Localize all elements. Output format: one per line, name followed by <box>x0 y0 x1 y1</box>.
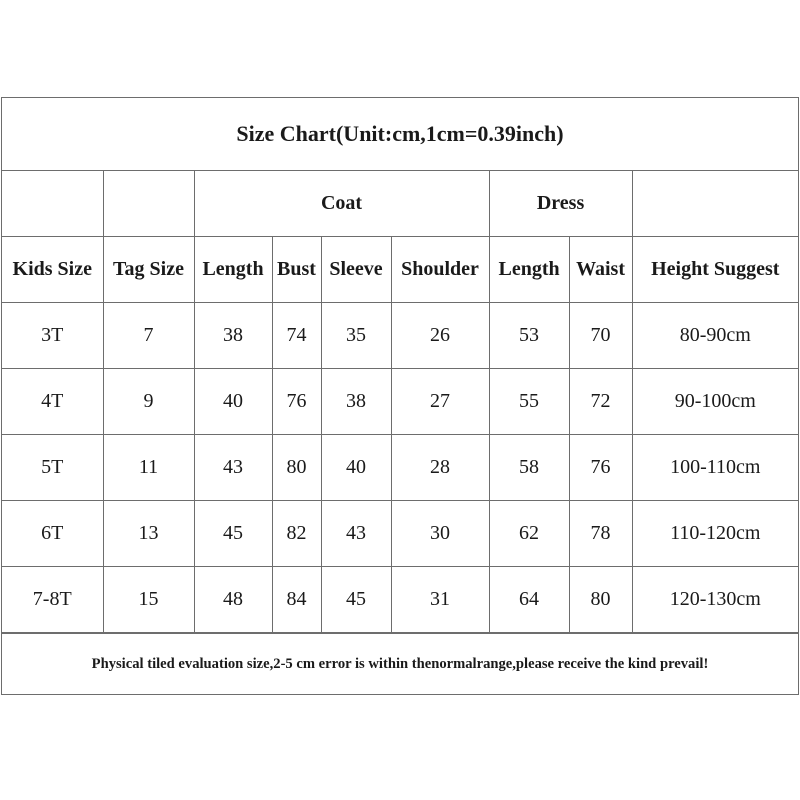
table-cell: 45 <box>321 567 391 633</box>
table-cell: 43 <box>194 435 272 501</box>
dress-group-header: Dress <box>489 171 632 237</box>
table-cell: 64 <box>489 567 569 633</box>
group-header-row <box>2 171 798 237</box>
table-cell: 9 <box>103 369 194 435</box>
coat-group-header: Coat <box>194 171 489 237</box>
column-header: Kids Size <box>2 237 103 303</box>
table-cell: 6T <box>2 501 103 567</box>
chart-title: Size Chart(Unit:cm,1cm=0.39inch) <box>2 98 798 171</box>
table-row <box>2 369 798 435</box>
table-cell: 40 <box>321 435 391 501</box>
table-cell: 110-120cm <box>632 501 798 567</box>
table-cell: 70 <box>569 303 632 369</box>
table-cell: 30 <box>391 501 489 567</box>
size-table <box>2 170 798 633</box>
table-cell: 26 <box>391 303 489 369</box>
empty-cell <box>2 171 103 237</box>
table-cell: 80-90cm <box>632 303 798 369</box>
table-cell: 76 <box>569 435 632 501</box>
empty-cell <box>103 171 194 237</box>
table-cell: 120-130cm <box>632 567 798 633</box>
size-chart <box>1 97 799 695</box>
table-cell: 76 <box>272 369 321 435</box>
table-cell: 72 <box>569 369 632 435</box>
table-cell: 45 <box>194 501 272 567</box>
empty-cell <box>632 171 798 237</box>
table-cell: 82 <box>272 501 321 567</box>
table-cell: 15 <box>103 567 194 633</box>
table-cell: 28 <box>391 435 489 501</box>
table-cell: 78 <box>569 501 632 567</box>
table-cell: 31 <box>391 567 489 633</box>
table-cell: 80 <box>272 435 321 501</box>
table-cell: 3T <box>2 303 103 369</box>
column-header: Sleeve <box>321 237 391 303</box>
table-cell: 100-110cm <box>632 435 798 501</box>
table-cell: 80 <box>569 567 632 633</box>
table-cell: 35 <box>321 303 391 369</box>
table-cell: 7-8T <box>2 567 103 633</box>
table-cell: 74 <box>272 303 321 369</box>
column-header-row <box>2 237 798 303</box>
table-cell: 5T <box>2 435 103 501</box>
column-header: Shoulder <box>391 237 489 303</box>
table-row <box>2 567 798 633</box>
column-header: Bust <box>272 237 321 303</box>
column-header: Tag Size <box>103 237 194 303</box>
table-cell: 48 <box>194 567 272 633</box>
table-row <box>2 303 798 369</box>
table-row <box>2 501 798 567</box>
table-cell: 27 <box>391 369 489 435</box>
table-cell: 62 <box>489 501 569 567</box>
measurement-note: Physical tiled evaluation size,2-5 cm error is within thenormalrange,please receive the kind prevail! <box>2 633 798 694</box>
column-header: Height Suggest <box>632 237 798 303</box>
table-cell: 53 <box>489 303 569 369</box>
table-cell: 11 <box>103 435 194 501</box>
table-cell: 40 <box>194 369 272 435</box>
table-cell: 55 <box>489 369 569 435</box>
column-header: Length <box>194 237 272 303</box>
table-cell: 38 <box>194 303 272 369</box>
table-cell: 38 <box>321 369 391 435</box>
column-header: Length <box>489 237 569 303</box>
table-cell: 7 <box>103 303 194 369</box>
table-cell: 13 <box>103 501 194 567</box>
column-header: Waist <box>569 237 632 303</box>
table-row <box>2 435 798 501</box>
table-cell: 4T <box>2 369 103 435</box>
table-cell: 58 <box>489 435 569 501</box>
table-cell: 84 <box>272 567 321 633</box>
table-cell: 90-100cm <box>632 369 798 435</box>
table-cell: 43 <box>321 501 391 567</box>
